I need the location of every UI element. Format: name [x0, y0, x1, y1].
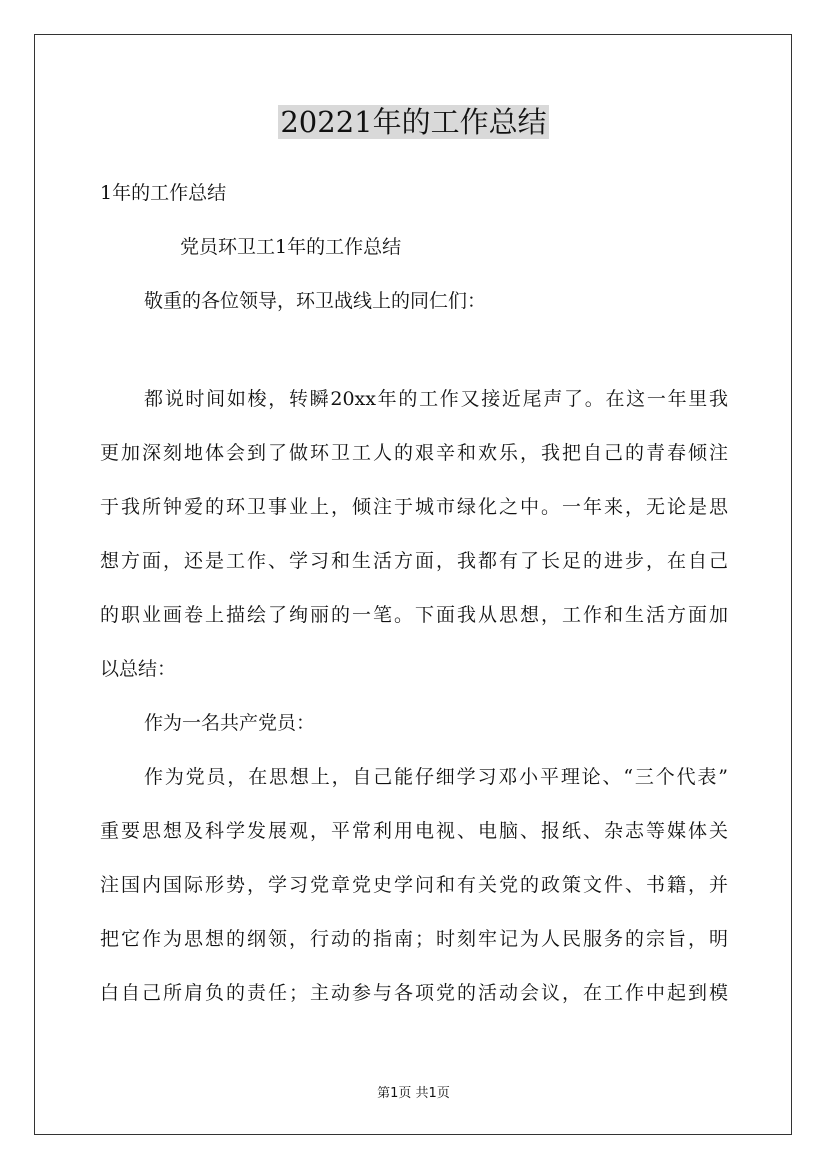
salutation: 敬重的各位领导，环卫战线上的同仁们： [144, 290, 487, 312]
paragraph-line: 白自己所肩负的责任；主动参与各项党的活动会议，在工作中起到模 [100, 982, 728, 1004]
paragraph-line: 更加深刻地体会到了做环卫工人的艰辛和欢乐，我把自己的青春倾注 [100, 442, 728, 464]
paragraph-line: 以总结： [100, 658, 177, 680]
paragraph-line: 想方面，还是工作、学习和生活方面，我都有了长足的进步，在自己 [100, 550, 728, 572]
article-subtitle: 党员环卫工1年的工作总结 [180, 236, 402, 258]
paragraph-line: 作为党员，在思想上，自己能仔细学习邓小平理论、“三个代表” [144, 766, 728, 788]
document-body [100, 171, 728, 1015]
paragraph-line: 都说时间如梭，转瞬20xx年的工作又接近尾声了。在这一年里我 [144, 388, 728, 410]
page-number-footer: 第1页 共1页 [377, 1086, 450, 1101]
section-heading: 1年的工作总结 [100, 182, 227, 204]
paragraph-line: 的职业画卷上描绘了绚丽的一笔。下面我从思想，工作和生活方面加 [100, 604, 728, 626]
paragraph-line: 重要思想及科学发展观，平常利用电视、电脑、报纸、杂志等媒体关 [100, 820, 728, 842]
document-title [0, 100, 827, 144]
section-subheading: 作为一名共产党员： [144, 712, 316, 734]
paragraph-line: 于我所钟爱的环卫事业上，倾注于城市绿化之中。一年来，无论是思 [100, 496, 728, 518]
paragraph-line: 注国内国际形势，学习党章党史学问和有关党的政策文件、书籍，并 [100, 874, 728, 896]
document-title-text: 20221年的工作总结 [280, 105, 547, 139]
paragraph-line: 把它作为思想的纲领，行动的指南；时刻牢记为人民服务的宗旨，明 [100, 928, 728, 950]
